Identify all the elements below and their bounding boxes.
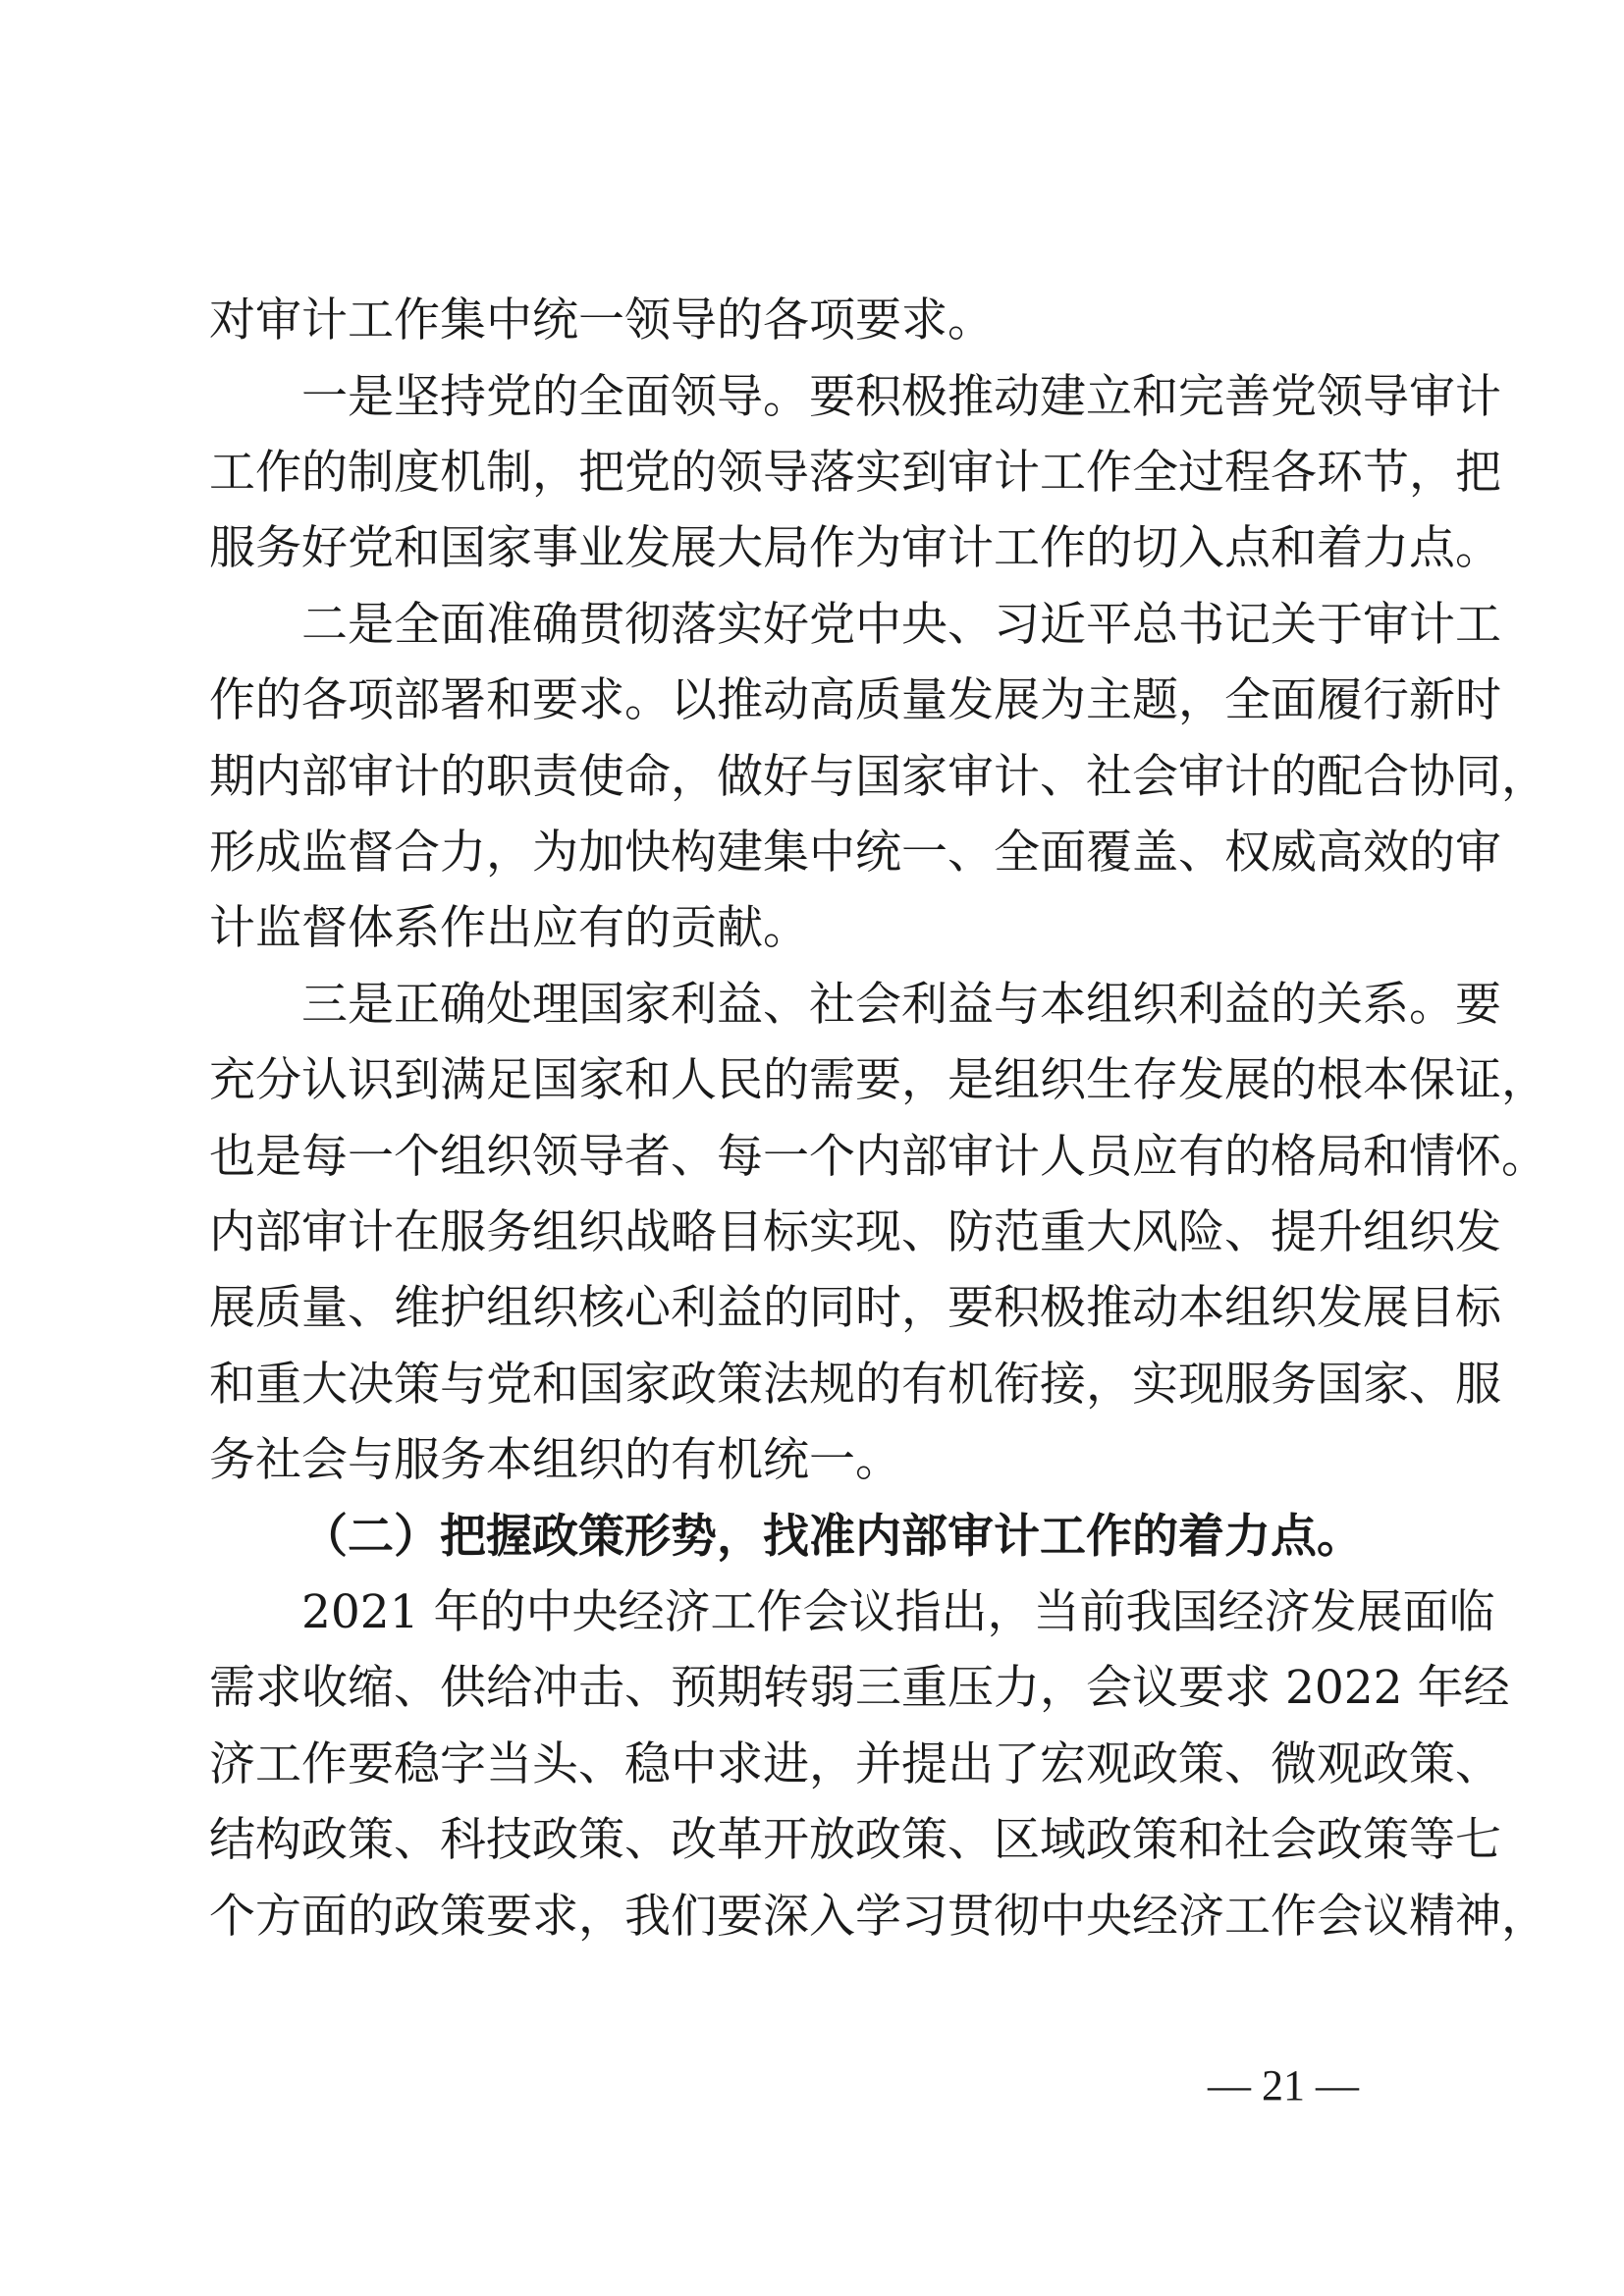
text-line-1: 对审计工作集中统一领导的各项要求。 bbox=[209, 294, 994, 347]
text-line-4: 服务好党和国家事业发展大局作为审计工作的切入点和着力点。 bbox=[209, 521, 1501, 575]
text-line-14: 展质量、维护组织核心利益的同时，要积极推动本组织发展目标 bbox=[209, 1281, 1501, 1335]
text-line-8: 形成监督合力，为加快构建集中统一、全面覆盖、权威高效的审 bbox=[209, 826, 1501, 880]
page-number: — 21 — bbox=[1208, 2061, 1359, 2109]
text-line-15: 和重大决策与党和国家政策法规的有机衔接，实现服务国家、服 bbox=[209, 1358, 1501, 1412]
text-line-5: 二是全面准确贯彻落实好党中央、习近平总书记关于审计工 bbox=[301, 598, 1501, 652]
text-line-16: 务社会与服务本组织的有机统一。 bbox=[209, 1433, 901, 1487]
text-line-21: 结构政策、科技政策、改革开放政策、区域政策和社会政策等七 bbox=[209, 1813, 1501, 1867]
text-line-2: 一是坚持党的全面领导。要积极推动建立和完善党领导审计 bbox=[301, 370, 1501, 424]
text-line-22: 个方面的政策要求，我们要深入学习贯彻中央经济工作会议精神， bbox=[209, 1890, 1547, 1944]
text-line-6: 作的各项部署和要求。以推动高质量发展为主题，全面履行新时 bbox=[209, 673, 1501, 727]
section-heading: （二）把握政策形势，找准内部审计工作的着力点。 bbox=[301, 1510, 1363, 1564]
text-line-20: 济工作要稳字当头、稳中求进，并提出了宏观政策、微观政策、 bbox=[209, 1737, 1501, 1791]
text-line-11: 充分认识到满足国家和人民的需要，是组织生存发展的根本保证， bbox=[209, 1053, 1547, 1107]
text-line-18: 2021 年的中央经济工作会议指出，当前我国经济发展面临 bbox=[301, 1585, 1495, 1639]
text-line-12: 也是每一个组织领导者、每一个内部审计人员应有的格局和情怀。 bbox=[209, 1130, 1547, 1184]
text-line-7: 期内部审计的职责使命，做好与国家审计、社会审计的配合协同， bbox=[209, 750, 1547, 804]
text-line-19: 需求收缩、供给冲击、预期转弱三重压力，会议要求 2022 年经 bbox=[209, 1661, 1510, 1715]
text-line-9: 计监督体系作出应有的贡献。 bbox=[209, 901, 809, 955]
text-line-3: 工作的制度机制，把党的领导落实到审计工作全过程各环节，把 bbox=[209, 446, 1501, 500]
text-line-10: 三是正确处理国家利益、社会利益与本组织利益的关系。要 bbox=[301, 978, 1501, 1032]
text-line-13: 内部审计在服务组织战略目标实现、防范重大风险、提升组织发 bbox=[209, 1205, 1501, 1259]
